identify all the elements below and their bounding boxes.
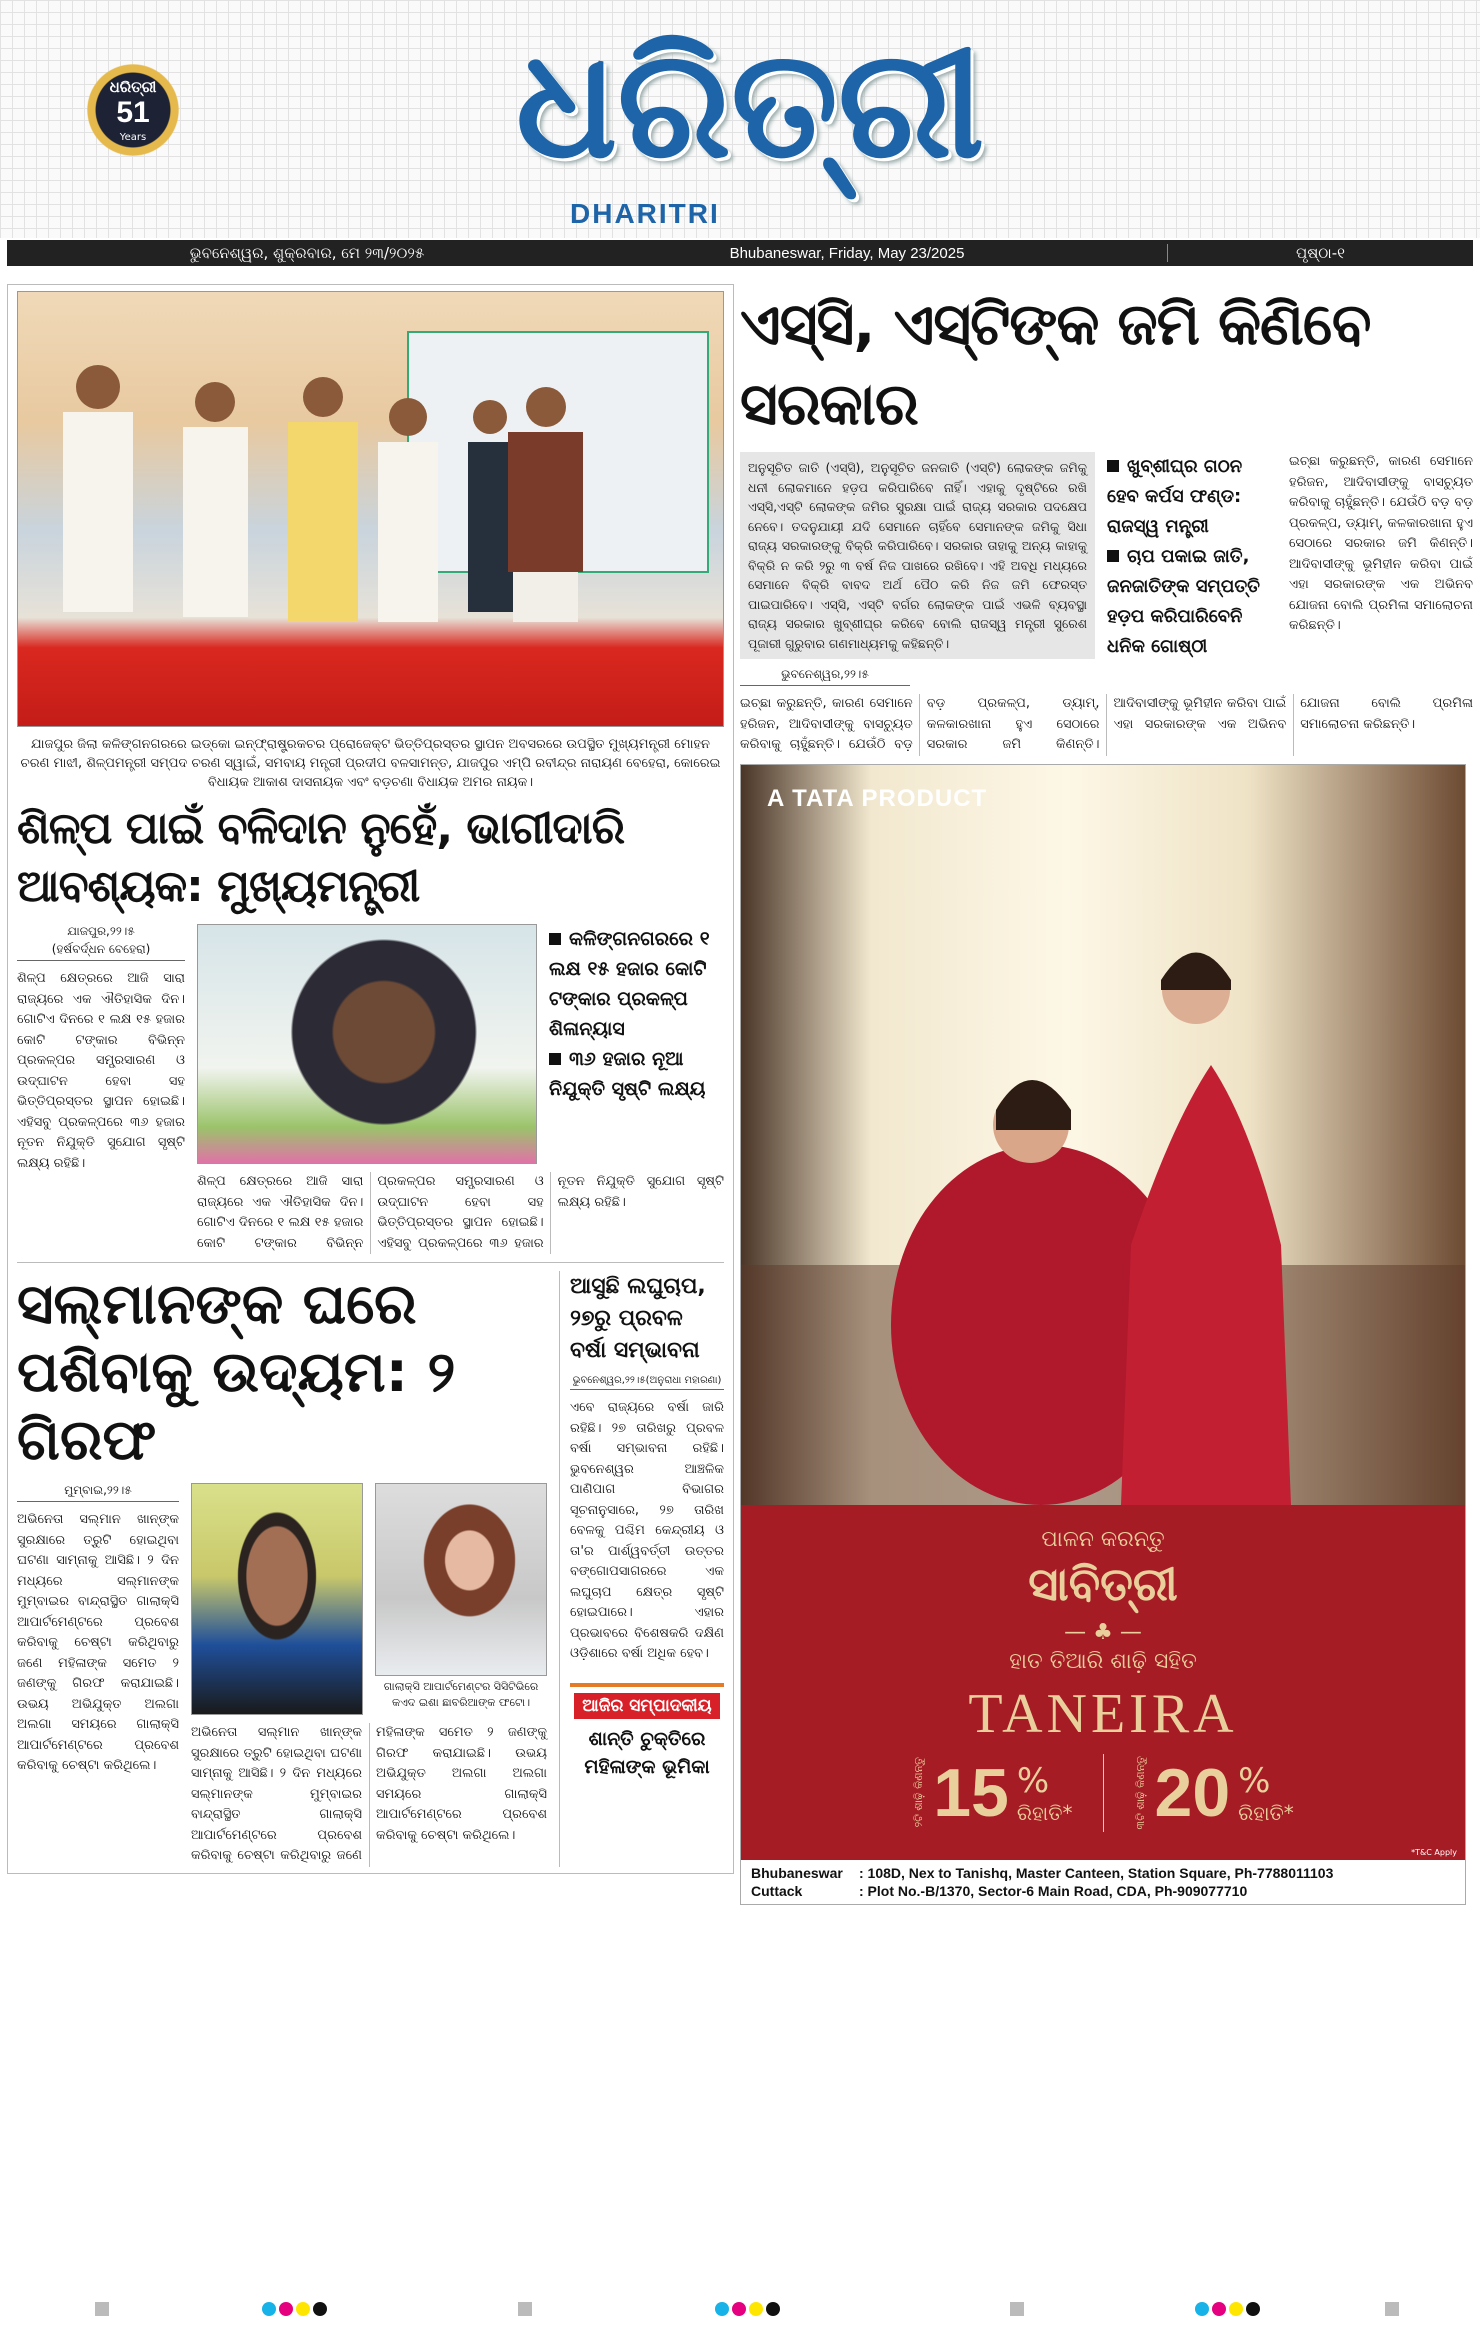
taneira-advertisement[interactable] [740, 764, 1466, 1905]
masthead [0, 0, 1480, 238]
article-body-industry-col1: ଶିଳ୍ପ କ୍ଷେତ୍ରରେ ଆଜି ସାରା ରାଜ୍ୟରେ ଏକ ଐତିହାସିକ ଦିନ। ଗୋଟିଏ ଦିନରେ ୧ ଲକ୍ଷ ୧୫ ହଜାର କୋଟି ଟଙ୍କାର ବିଭିନ୍ନ ପ୍ରକଳ୍ପର ସମ୍ପ୍ରସାରଣ ଓ ଉଦ୍‌ଘାଟନ ହେବା ସହ ଭିତ୍ତିପ୍ରସ୍ତର ସ୍ଥାପନ ହୋଇଛି। ଏହିସବୁ ପ୍ରକଳ୍ପରେ ୩୬ ହଜାର ନୂତନ ନିଯୁକ୍ତି ସୁଯୋଗ ସୃଷ୍ଟି ଲକ୍ଷ୍ୟ ରହିଛି। [17, 971, 185, 1171]
ad-line2: ସାବିତ୍ରୀ [1028, 1556, 1178, 1611]
lower-stories-row [17, 1262, 724, 1867]
divider [1103, 1754, 1104, 1832]
bullet-square-icon [549, 933, 561, 945]
headline-salman: ସଲ୍‌ମାନଙ୍କ ଘରେ ପଶିବାକୁ ଉଦ୍ୟମ: ୨ ଗିରଫ [17, 1272, 456, 1473]
offer-20: ୩ଟି ଶାଢ଼ି କିଣନ୍ତୁ 20 % ରିହାତି* [1133, 1754, 1294, 1831]
bullet-square-icon [549, 1053, 561, 1065]
date-bar [7, 240, 1473, 266]
address-row: Cuttack : Plot No.-B/1370, Sector-6 Main Road, CDA, Ph-909077710 [751, 1882, 1248, 1899]
story-salman-main [191, 1483, 547, 1867]
article-body-weather: ଏବେ ରାଜ୍ୟରେ ବର୍ଷା ଜାରି ରହିଛି। ୨୭ ତାରିଖରୁ ପ୍ରବଳ ବର୍ଷା ସମ୍ଭାବନା ରହିଛି। ଭୁବନେଶ୍ୱର ଆଞ୍ଚଳିକ ପାଣିପାଗ ବିଭାଗର ସୂଚନାନୁସାରେ, ୨୭ ତାରିଖ ବେଳକୁ ପଶ୍ଚିମ କେନ୍ଦ୍ରୀୟ ଓ ତା'ର ପାର୍ଶ୍ୱବର୍ତ୍ତୀ ଉତ୍ତର ବଙ୍ଗୋପସାଗରରେ ଏକ ଲଘୁଚାପ କ୍ଷେତ୍ର ସୃଷ୍ଟି ହୋଇପାରେ। ଏହାର ପ୍ରଭାବରେ ବିଶେଷକରି ଦକ୍ଷିଣ ଓଡ଼ିଶାରେ ବର୍ଷା ଅଧିକ ହେବ। [570, 1400, 724, 1661]
bullet-square-icon [1107, 460, 1119, 472]
editorial-teaser[interactable] [570, 1683, 724, 1781]
ad-line1: ପାଳନ କରନ୍ତୁ [1041, 1526, 1165, 1552]
lede-box: ଅନୁସୂଚିତ ଜାତି (ଏସ୍‌ସି), ଅନୁସୂଚିତ ଜନଜାତି (ଏସ୍‌ଟି) ଲୋକଙ୍କ ଜମିକୁ ଧନୀ ଲୋକମାନେ ହଡ଼ପ କରିପାରିବେ ନାହିଁ। ଏହାକୁ ଦୃଷ୍ଟିରେ ରଖି ଏସ୍‌ସି,ଏସ୍‌ଟି ଲୋକଙ୍କ ଜମିର ସୁରକ୍ଷା ପାଇଁ ରାଜ୍ୟ ସରକାର ପଦକ୍ଷେପ ନେବେ। ତଦନୁଯାୟୀ ଯଦି ସେମାନେ ଚାହିଁବେ ସେମାନଙ୍କ ଜମିକୁ ସିଧା ରାଜ୍ୟ ସରକାରଙ୍କୁ ବିକ୍ରି କରିପାରିବେ। ସରକାର ତାହାକୁ ଅନ୍ୟ କାହାକୁ ବିକ୍ରି ନ କରି ୨ରୁ ୩ ବର୍ଷ ନିଜ ପାଖରେ ରଖିବେ। ଏହି ଅବଧି ମଧ୍ୟରେ ସେମାନେ ବିକ୍ରି ବାବଦ ଅର୍ଥ ପୈଠ କରି ନିଜ ଜମି ଫେରସ୍ତ ପାଇପାରିବେ। ଏସ୍‌ସି, ଏସ୍‌ଟି ବର୍ଗର ଲୋକଙ୍କ ପାଇଁ ଏଭଳି ବ୍ୟବସ୍ଥା ରାଜ୍ୟ ସରକାର ଖୁବ୍‌ଶୀଘ୍ର କରିବେ ବୋଲି ରାଜସ୍ୱ ମନ୍ତ୍ରୀ ସୁରେଶ ପୂଜାରୀ ଗୁରୁବାର ଗଣମାଧ୍ୟମକୁ କହିଛନ୍ତି। [740, 452, 1095, 659]
chief-minister-photo [197, 924, 537, 1164]
story-salman-body-row [17, 1483, 547, 1867]
salman-khan-photo [191, 1483, 363, 1715]
registration-mark [518, 2302, 532, 2316]
left-column [7, 284, 734, 1874]
story-industry-body-row [17, 924, 724, 1254]
headline-weather: ଆସୁଛି ଲଘୁଚାପ, ୨୭ରୁ ପ୍ରବଳ ବର୍ଷା ସମ୍ଭାବନା [570, 1274, 706, 1363]
address-row: Bhubaneswar : 108D, Nex to Tanishq, Master Canteen, Station Square, Ph-7788011103 [751, 1864, 1334, 1881]
tree-ornament-icon: — ♣ — [1064, 1619, 1142, 1645]
story-weather [559, 1271, 724, 1867]
terms-note: *T&C Apply [1411, 1847, 1457, 1857]
story-salman-col1 [17, 1483, 179, 1867]
ad-offers [741, 1754, 1465, 1832]
headline-land: ଏସ୍‌ସି, ଏସ୍‌ଟିଙ୍କ ଜମି କିଣିବେ ସରକାର [740, 290, 1371, 438]
ad-models-illustration [741, 765, 1465, 1505]
right-column [740, 284, 1473, 1905]
headline-industry: ଶିଳ୍ପ ପାଇଁ ବଳିଦାନ ନୁହେଁ, ଭାଗୀଦାରି ଆବଶ୍ୟକ: ମୁଖ୍ୟମନ୍ତ୍ରୀ [17, 803, 625, 912]
story-land-top-row [740, 452, 1473, 686]
cctv-photo-block [375, 1483, 547, 1715]
registration-mark [95, 2302, 109, 2316]
ad-offer-panel [741, 1505, 1465, 1860]
article-body-land-col: ଇଚ୍ଛା କରୁଛନ୍ତି, କାରଣ ସେମାନେ ହରିଜନ, ଆଦିବାସୀଙ୍କୁ ବାସଚ୍ୟୁତ କରିବାକୁ ଚାହୁଁଛନ୍ତି। ଯେଉଁଠି ବଡ଼ ବଡ଼ ପ୍ରକଳ୍ପ, ଡ୍ୟାମ୍, କଳକାରଖାନା ହୁଏ ସେଠାରେ ସରକାର ଜମି କିଣନ୍ତି। ଆଦିବାସୀଙ୍କୁ ଭୂମିହୀନ କରିବା ପାଇଁ ଏହା ସରକାରଙ୍କ ଏକ ଅଭିନବ ଯୋଜନା ବୋଲି ପ୍ରମିଳା ସମାଲୋଚନା କରିଛନ୍ତି। [1289, 454, 1473, 633]
color-registration-dots [262, 2302, 327, 2316]
cctv-photo-caption: ଗାଲାକ୍ସି ଆପାର୍ଟମେଣ୍ଟର ସିସିଟିଭିରେ କଏଦ ଇଶା ଛାବରିଆଙ୍କ ଫଟୋ। [383, 1680, 539, 1709]
highlight-item: ୩୬ ହଜାର ନୂଆ ନିଯୁକ୍ତି ସୃଷ୍ଟି ଲକ୍ଷ୍ୟ [549, 1048, 706, 1100]
dateline: ଯାଜପୁର,୨୨।୫ [67, 924, 135, 938]
ad-tag: A TATA PRODUCT [767, 784, 988, 812]
offer-15: ୨ଟି ଶାଢ଼ି କିଣନ୍ତୁ 15 % ରିହାତି* [912, 1754, 1073, 1831]
editorial-title[interactable]: ଶାନ୍ତି ଚୁକ୍ତିରେ ମହିଳାଙ୍କ ଭୂମିକା [584, 1727, 710, 1778]
byline: (ହର୍ଷବର୍ଦ୍ଧନ ବେହେରା) [17, 942, 185, 961]
story-land-lede-col [740, 452, 1095, 686]
registration-mark [1010, 2302, 1024, 2316]
story-industry-main [197, 924, 724, 1254]
dateline: ଭୁବନେଶ୍ୱର,୨୨।୫(ଅନୁରାଧା ମହାରଣା) [570, 1375, 724, 1390]
cctv-photo [375, 1483, 547, 1676]
dateline-block [17, 924, 185, 961]
article-body-salman: ଅଭିନେତା ସଲ୍‌ମାନ ଖାନ୍‌ଙ୍କ ସୁରକ୍ଷାରେ ତ୍ରୁଟି ହୋଇଥିବା ଘଟଣା ସାମ୍ନାକୁ ଆସିଛି। ୨ ଦିନ ମଧ୍ୟରେ ସଲ୍‌ମାନଙ୍କ ମୁମ୍ବାଇର ବାନ୍ଦ୍ରାସ୍ଥିତ ଗାଲାକ୍ସି ଆପାର୍ଟମେଣ୍ଟରେ ପ୍ରବେଶ କରିବାକୁ ଚେଷ୍ଟା କରିଥିବାରୁ ଜଣେ ମହିଳାଙ୍କ ସମେତ ୨ ଜଣଙ୍କୁ ଗିରଫ କରାଯାଇଛି। ଉଭୟ ଅଭିଯୁକ୍ତ ଅଲଗା ଅଲଗା ସମୟରେ ଗାଲାକ୍ସି ଆପାର୍ଟମେଣ୍ଟରେ ପ୍ରବେଶ କରିବାକୁ ଚେଷ୍ଟା କରିଥିଲେ। [17, 1512, 179, 1773]
article-body-salman-cont: ଅଭିନେତା ସଲ୍‌ମାନ ଖାନ୍‌ଙ୍କ ସୁରକ୍ଷାରେ ତ୍ରୁଟି ହୋଇଥିବା ଘଟଣା ସାମ୍ନାକୁ ଆସିଛି। ୨ ଦିନ ମଧ୍ୟରେ ସଲ୍‌ମାନଙ୍କ ମୁମ୍ବାଇର ବାନ୍ଦ୍ରାସ୍ଥିତ ଗାଲାକ୍ସି ଆପାର୍ଟମେଣ୍ଟରେ ପ୍ରବେଶ କରିବାକୁ ଚେଷ୍ଟା କରିଥିବାରୁ ଜଣେ ମହିଳାଙ୍କ ସମେତ ୨ ଜଣଙ୍କୁ ଗିରଫ କରାଯାଇଛି। ଉଭୟ ଅଭିଯୁକ୍ତ ଅଲଗା ଅଲଗା ସମୟରେ ଗାଲାକ୍ସି ଆପାର୍ଟମେଣ୍ଟରେ ପ୍ରବେଶ କରିବାକୁ ଚେଷ୍ଟା କରିଥିଲେ। [191, 1725, 547, 1863]
article-body-industry: ଶିଳ୍ପ କ୍ଷେତ୍ରରେ ଆଜି ସାରା ରାଜ୍ୟରେ ଏକ ଐତିହାସିକ ଦିନ। ଗୋଟିଏ ଦିନରେ ୧ ଲକ୍ଷ ୧୫ ହଜାର କୋଟି ଟଙ୍କାର ବିଭିନ୍ନ ପ୍ରକଳ୍ପର ସମ୍ପ୍ରସାରଣ ଓ ଉଦ୍‌ଘାଟନ ହେବା ସହ ଭିତ୍ତିପ୍ରସ୍ତର ସ୍ଥାପନ ହୋଇଛି। ଏହିସବୁ ପ୍ରକଳ୍ପରେ ୩୬ ହଜାର ନୂତନ ନିଯୁକ୍ତି ସୁଯୋଗ ସୃଷ୍ଟି ଲକ୍ଷ୍ୟ ରହିଛି। [197, 1174, 724, 1251]
english-date: Bhubaneswar, Friday, May 23/2025 [729, 244, 965, 262]
dateline: ଭୁବନେଶ୍ୱର,୨୨।୫ [740, 667, 910, 686]
dateline: ମୁମ୍ବାଇ,୨୨।୫ [17, 1483, 179, 1502]
story-salman [17, 1271, 547, 1867]
highlight-item: ଖୁବ୍‌ଶୀଘ୍ର ଗଠନ ହେବ କର୍ପସ ଫଣ୍ଡ: ରାଜସ୍ୱ ମନ୍ତ୍ରୀ [1107, 456, 1243, 537]
highlights-industry [549, 924, 724, 1164]
bullet-square-icon [1107, 550, 1119, 562]
story-salman-photos [191, 1483, 547, 1715]
ad-line3: ହାତ ତିଆରି ଶାଢ଼ି ସହିତ [1009, 1648, 1197, 1674]
divider [570, 1683, 724, 1687]
color-registration-dots [1195, 2302, 1260, 2316]
newspaper-logo: ଧରିତ୍ରୀ [515, 18, 985, 192]
highlights-land [1107, 452, 1277, 686]
odia-date: ଭୁବନେଶ୍ୱର, ଶୁକ୍ରବାର, ମେ ୨୩/୨୦୨୫ [189, 244, 425, 262]
anniversary-badge [58, 40, 208, 180]
badge-name: ଧରିତ୍ରୀ [109, 78, 157, 96]
story-industry-photo-row [197, 924, 724, 1164]
ad-photo [741, 765, 1465, 1505]
badge-years-number: 51 [116, 96, 150, 129]
registration-mark [1385, 2302, 1399, 2316]
page-number: ପୃଷ୍ଠା-୧ [1296, 244, 1345, 262]
editorial-label: ଆଜିର ସମ୍ପାଦକୀୟ [574, 1693, 720, 1719]
badge-years-label: Years [119, 132, 147, 143]
article-body-land: ଇଚ୍ଛା କରୁଛନ୍ତି, କାରଣ ସେମାନେ ହରିଜନ, ଆଦିବାସୀଙ୍କୁ ବାସଚ୍ୟୁତ କରିବାକୁ ଚାହୁଁଛନ୍ତି। ଯେଉଁଠି ବଡ଼ ବଡ଼ ପ୍ରକଳ୍ପ, ଡ୍ୟାମ୍, କଳକାରଖାନା ହୁଏ ସେଠାରେ ସରକାର ଜମି କିଣନ୍ତି। ଆଦିବାସୀଙ୍କୁ ଭୂମିହୀନ କରିବା ପାଇଁ ଏହା ସରକାରଙ୍କ ଏକ ଅଭିନବ ଯୋଜନା ବୋଲି ପ୍ରମିଳା ସମାଲୋଚନା କରିଛନ୍ତି। [740, 696, 1473, 752]
newspaper-logo-english: DHARITRI [570, 198, 720, 229]
event-photo [17, 291, 724, 727]
highlight-item: କଳିଙ୍ଗନଗରରେ ୧ ଲକ୍ଷ ୧୫ ହଜାର କୋଟି ଟଙ୍କାର ପ୍ରକଳ୍ପ ଶିଳାନ୍ୟାସ [549, 928, 710, 1040]
photo-caption: ଯାଜପୁର ଜିଲା କଳିଙ୍ଗନଗରରେ ଇଡ୍‌କୋ ଇନ୍‌ଫ୍ରାଷ୍ଟ୍ରକଚର ପ୍ରୋଜେକ୍ଟ ଭିତ୍ତିପ୍ରସ୍ତର ସ୍ଥାପନ ଅବସରରେ ଉପସ୍ଥିତ ମୁଖ୍ୟମନ୍ତ୍ରୀ ମୋହନ ଚରଣ ମାଝୀ, ଶିଳ୍ପମନ୍ତ୍ରୀ ସମ୍ପଦ ଚରଣ ସ୍ୱାଇଁ, ସମବାୟ ମନ୍ତ୍ରୀ ପ୍ରଦୀପ ବଳସାମନ୍ତ, ଯାଜପୁର ଏମ୍‌ପି ରବୀନ୍ଦ୍ର ନାରାୟଣ ବେହେରା, କୋରେଇ ବିଧାୟକ ଆକାଶ ଦାସନାୟକ ଏବଂ ବଡ଼ଚଣା ବିଧାୟକ ଅମର ନାୟକ। [20, 737, 721, 790]
event-photo-figures [18, 292, 723, 726]
highlight-item: ଚାପ ପକାଇ ଜାତି, ଜନଜାତିଙ୍କ ସମ୍ପତ୍ତି ହଡ଼ପ କରିପାରିବେନି ଧନିକ ଗୋଷ୍ଠୀ [1107, 546, 1261, 657]
ad-brand: TANEIRA [968, 1682, 1238, 1745]
story-industry-col1 [17, 924, 185, 1254]
color-registration-dots [715, 2302, 780, 2316]
ad-addresses [741, 1860, 1465, 1904]
